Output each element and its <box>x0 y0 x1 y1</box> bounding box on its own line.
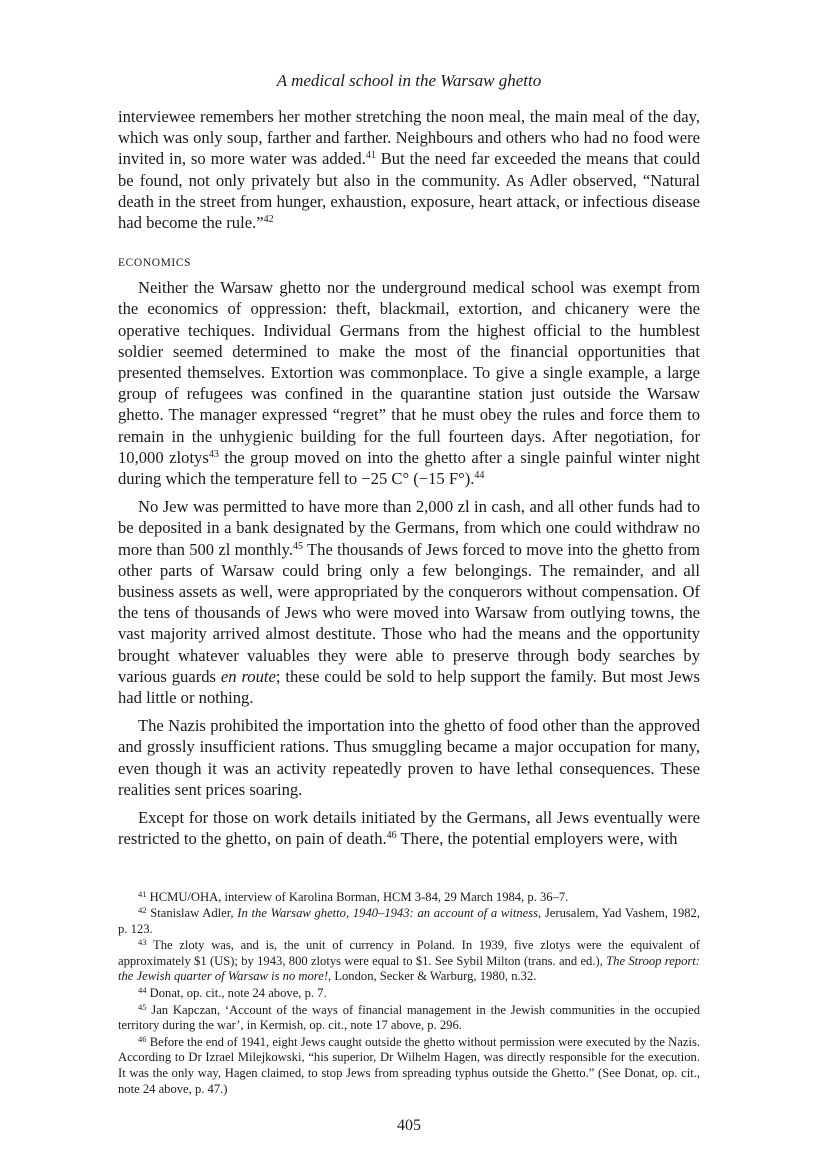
italic-text: The Stroop report: the Jewish quarter of Warsaw is no more! <box>118 953 700 984</box>
footnote-marker: 42 <box>138 905 147 916</box>
text-run: Donat, op. cit., note 24 above, p. 7. <box>146 986 327 1001</box>
body-paragraph <box>118 277 700 489</box>
footnote-marker: 46 <box>386 830 397 842</box>
text-run: But the need far exceeded the means that could be found, not only privately but also in the community. As Adler observed, “Natural death in the street from hunger, exhaustion, exposure, heart attack, or infectious disease had become the rule.” <box>118 149 701 233</box>
footnotes <box>118 890 700 1098</box>
body-paragraph <box>118 106 700 233</box>
body-paragraph <box>118 496 700 708</box>
body-paragraph <box>118 715 700 800</box>
text-run: The Nazis prohibited the importation into the ghetto of food other than the approved and grossly insufficient rations. Thus smuggling became a major occupation for many, even though it was an activity repeatedly proven to have lethal consequences. These realities sent prices soaring. <box>118 716 700 799</box>
footnote-marker: 43 <box>208 448 219 460</box>
footnote-marker: 41 <box>138 888 147 899</box>
italic-text: en route <box>220 666 276 686</box>
body-paragraph <box>118 807 700 849</box>
text-run: Jan Kapczan, ‘Account of the ways of financial management in the Jewish communities in the occupied territory during the war’, in Kermish, op. cit., note 17 above, p. 296. <box>118 1002 700 1033</box>
text-run: Except for those on work details initiated by the Germans, all Jews eventually were restricted to the ghetto, on pain of death. <box>118 808 700 849</box>
text-run: There, the potential employers were, with <box>396 829 678 849</box>
running-head: A medical school in the Warsaw ghetto <box>276 71 542 90</box>
footnote-marker: 46 <box>138 1033 147 1044</box>
text-run: Neither the Warsaw ghetto nor the underground medical school was exempt from the economics of oppression: theft, blackmail, extortion, and chicanery were the operative techiques. Individual Germans from the highest official to the humblest soldier seemed determined to make the most of the financial opportunities that presented themselves. Extortion was commonplace. To give a single example, a large group of refugees was confined in the quarantine station just outside the Warsaw ghetto. The manager expressed “regret” that he must obey the rules and force them to remain in the unhygienic building for the full fourteen days. After negotiation, for 10,000 zlotys <box>118 278 700 467</box>
footnote <box>118 906 700 937</box>
page <box>118 70 700 1135</box>
text-run: Before the end of 1941, eight Jews caught outside the ghetto without permission were executed by the Nazis. According to Dr Izrael Milejkowski, “his superior, Dr Wilhelm Hagen, was directly responsible for the execution. It was the only way, Hagen claimed, to stop Jews from spreading typhus outside the Ghetto.” (See Donat, op. cit., note 24 above, p. 47.) <box>118 1034 700 1096</box>
footnote <box>118 1003 700 1034</box>
body-text <box>118 106 700 850</box>
text-run: The thousands of Jews forced to move into the ghetto from other parts of Warsaw could bring only a few belongings. The remainder, and all business assets as well, were appropriated by the conquerors without compensation. Of the tens of thousands of Jews who were moved into Warsaw from outlying towns, the vast majority arrived almost destitute. Those who had the means and the opportunity brought whatever valuables they were able to preserve through body searches by various guards <box>118 539 701 686</box>
text-run: interviewee remembers her mother stretching the noon meal, the main meal of the day, which was only soup, farther and farther. Neighbours and others who had no food were invited in, so more water was added. <box>118 107 700 169</box>
text-run: Stanislaw Adler, <box>146 906 238 921</box>
footnote-marker: 45 <box>293 540 304 552</box>
text-run: the group moved on into the ghetto after a single painful winter night during which the temperature fell to −25 C° (−15 F°). <box>118 447 700 489</box>
footnote-marker: 45 <box>138 1001 147 1012</box>
footnote-marker: 42 <box>263 214 274 226</box>
footnote-marker: 41 <box>365 150 376 162</box>
text-run: HCMU/OHA, interview of Karolina Borman, HCM 3-84, 29 March 1984, p. 36–7. <box>146 889 569 904</box>
footnote-marker: 44 <box>474 470 485 482</box>
text-run: The zloty was, and is, the unit of currency in Poland. In 1939, five zlotys were the equivalent of approximately $1 (US); by 1943, 800 zlotys were equal to $1. See Sybil Milton (trans. and ed.), <box>118 938 700 968</box>
footnote-marker: 44 <box>138 985 147 996</box>
text-run: No Jew was permitted to have more than 2,000 zl in cash, and all other funds had to be deposited in a bank designated by the Germans, from which one could withdraw no more than 500 zl monthly. <box>118 497 700 559</box>
text-run: ; these could be sold to help support the family. But most Jews had little or nothing. <box>118 666 700 708</box>
footnote-marker: 43 <box>138 937 147 948</box>
text-run: , London, Secker & Warburg, 1980, n.32. <box>328 969 537 984</box>
footnote <box>118 986 700 1002</box>
page-number: 405 <box>397 1117 421 1135</box>
opening-paragraphs <box>118 106 700 233</box>
footnote <box>118 938 700 985</box>
section-heading: ECONOMICS <box>118 257 192 270</box>
footnote <box>118 890 700 906</box>
section-paragraphs <box>118 277 700 849</box>
footnote <box>118 1035 700 1097</box>
italic-text: In the Warsaw ghetto, 1940–1943: an account of a witness <box>237 906 539 921</box>
text-run: , Jerusalem, Yad Vashem, 1982, p. 123. <box>118 906 700 936</box>
